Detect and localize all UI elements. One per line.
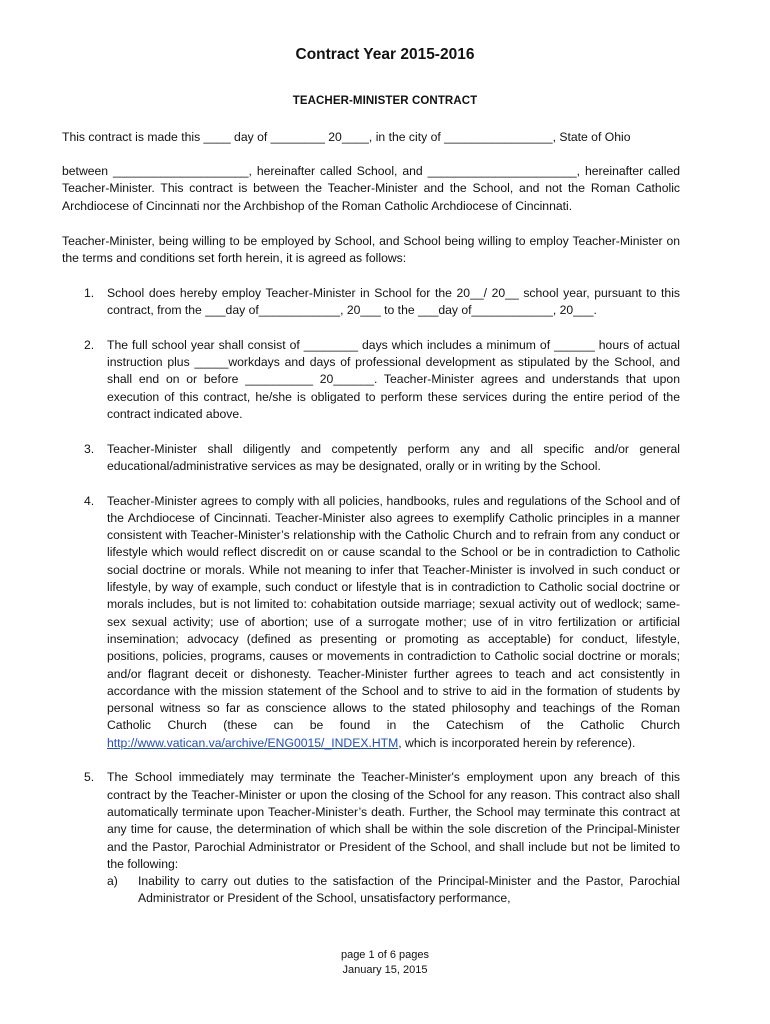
clause-4: [62, 493, 680, 752]
clause-text: School does hereby employ Teacher-Minister in School for the 20__/ 20__ school year, pursuant to this contract, from the ___day of____________, 20___ to the ___day of____________, 20___.: [107, 286, 680, 318]
contract-year-title: Contract Year 2015-2016: [295, 46, 475, 63]
subclause-number: a): [107, 874, 118, 889]
contract-title: TEACHER-MINISTER CONTRACT: [292, 95, 478, 107]
clause-3: [62, 441, 680, 476]
clause-list: [62, 285, 680, 925]
subclause-a: [107, 873, 680, 908]
clause-2: [62, 337, 680, 423]
clause-text: Teacher-Minister shall diligently and competently perform any and all specific and/or general educational/administrative services as may be designated, orally or in writing by the School.: [107, 441, 680, 473]
intro-between-paragraph: between ____________________, hereinafter called School, and ______________________, hereinafter called Teacher-Minister. This contract is between the Teacher-Minister and the School, and not the Roman Catholic Archdiocese of Cincinnati nor the Archbishop of the Roman Catholic Archdiocese of Cincinnati.: [62, 164, 680, 213]
clause-number: 2.: [84, 337, 95, 352]
clause-number: 1.: [84, 286, 95, 300]
clause-number: 4.: [84, 493, 95, 508]
clause-number: 3.: [84, 441, 95, 456]
intro-willing-paragraph: Teacher-Minister, being willing to be employed by School, and School being willing to employ Teacher-Minister on the terms and conditions set forth herein, it is agreed as follows:: [62, 234, 680, 266]
catechism-link[interactable]: http://www.vatican.va/archive/ENG0015/_INDEX.HTM: [107, 735, 399, 750]
clause-5: [62, 769, 680, 907]
subclause-text: Inability to carry out duties to the satisfaction of the Principal-Minister and the Pastor, Parochial Administrator or President of the School, unsatisfactory performance,: [138, 874, 680, 906]
clause-number: 5.: [84, 770, 95, 785]
footer-date: January 15, 2015: [342, 964, 428, 976]
clause-text: The full school year shall consist of ________ days which includes a minimum of ______ hours of actual instruction plus _____workdays and days of professional development as stipulated by the School, and shall end on or before __________ 20______. Teacher-Minister agrees and understands that upon execution of this contract, he/she is obligated to perform these services during the entire period of the contract indicated above.: [107, 337, 680, 422]
clause-text: The School immediately may terminate the Teacher-Minister's employment upon any breach of this contract by the Teacher-Minister or upon the closing of the School for any reason. This contract also shall automatically terminate upon Teacher-Minister’s death. Further, the School may terminate this contract at any time for cause, the determination of which shall be within the sole discretion of the Principal-Minister and the Pastor, Parochial Administrator or President of the School, and shall include but not be limited to the following:: [107, 770, 680, 871]
page-number: page 1 of 6 pages: [340, 949, 430, 961]
clause-1: [62, 285, 680, 320]
clause-text-after: , which is incorporated herein by reference).: [398, 735, 636, 750]
page-footer: [0, 948, 770, 978]
clause-text: Teacher-Minister agrees to comply with all policies, handbooks, rules and regulations of the School and of the Archdiocese of Cincinnati. Teacher-Minister also agrees to exemplify Catholic principles in a manner consistent with Teacher-Minister’s relationship with the Catholic Church and to refrain from any conduct or lifestyle which would reflect discredit on or cause scandal to the School or be in contradiction to Catholic social doctrine or morals. While not meaning to infer that Teacher-Minister is involved in such conduct or lifestyle, by way of example, such conduct or lifestyle that is in contradiction to Catholic social doctrine or morals includes, but is not limited to: cohabitation outside marriage; sexual activity out of wedlock; same-sex sexual activity; use of abortion; use of a surrogate mother; use of in vitro fertilization or artificial insemination; advocacy (defined as presenting or promoting as acceptable) for conduct, lifestyle, positions, policies, programs, causes or movements in contradiction to Catholic social doctrine or morals; and/or flagrant deceit or dishonesty. Teacher-Minister further agrees to teach and act consistently in accordance with the mission statement of the School and to strive to aid in the formation of students by personal witness so far as conscience allows to the stated philosophy and teachings of the Roman Catholic Church (these can be found in the Catechism of the Catholic Church: [107, 493, 680, 733]
intro-made-paragraph: This contract is made this ____ day of ________ 20____, in the city of ________________, State of Ohio: [62, 130, 631, 144]
